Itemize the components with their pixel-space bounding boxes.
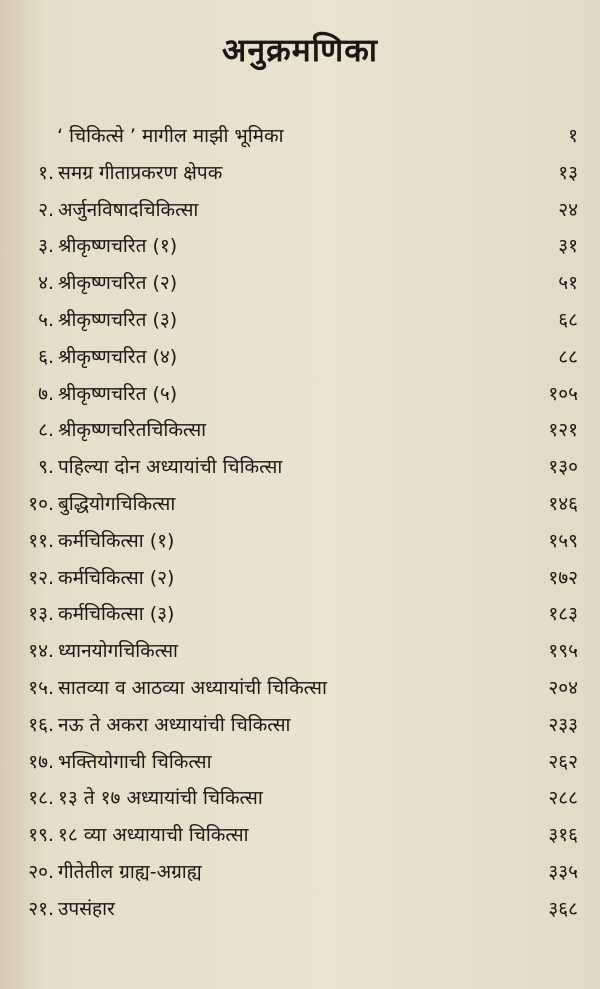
- chapter-number: ९.: [38, 456, 54, 479]
- page-number: १८३: [548, 603, 578, 626]
- chapter-title: श्रीकृष्णचरित (५): [58, 382, 178, 405]
- toc-entry: [0, 854, 600, 891]
- page-number: ६८: [558, 308, 578, 331]
- chapter-title: समग्र गीताप्रकरण क्षेपक: [58, 161, 223, 184]
- toc-entry: [0, 486, 600, 523]
- chapter-title: सातव्या व आठव्या अध्यायांची चिकित्सा: [58, 676, 327, 699]
- toc-entry: [0, 633, 600, 670]
- chapter-title: भक्तियोगाची चिकित्सा: [58, 750, 212, 773]
- chapter-number: २१.: [28, 897, 54, 920]
- page-number: ३३५: [548, 860, 578, 883]
- toc-entry: [0, 707, 600, 744]
- chapter-number: ३.: [38, 235, 54, 258]
- chapter-number: २.: [38, 198, 54, 221]
- page-number: २४: [558, 198, 578, 221]
- toc-entry: [0, 780, 600, 817]
- toc-entry: [0, 560, 600, 597]
- toc-entry: [0, 449, 600, 486]
- page-number: ८८: [558, 345, 578, 368]
- toc-entry: [0, 155, 600, 192]
- page-number: २८८: [548, 787, 578, 810]
- toc-entry: [0, 118, 600, 155]
- page-number: ३१६: [548, 824, 578, 847]
- page-number: १४६: [548, 492, 578, 515]
- toc-entry: [0, 891, 600, 928]
- chapter-title: अर्जुनविषादचिकित्सा: [58, 198, 199, 221]
- toc-entry: [0, 265, 600, 302]
- chapter-number: १६.: [28, 713, 54, 736]
- page-number: २०४: [548, 676, 578, 699]
- chapter-title: बुद्धियोगचिकित्सा: [58, 492, 176, 515]
- chapter-title: श्रीकृष्णचरित (२): [58, 272, 178, 295]
- page-number: १५९: [548, 529, 578, 552]
- chapter-number: १०.: [28, 492, 54, 515]
- chapter-title: १८ व्या अध्यायाची चिकित्सा: [58, 824, 249, 847]
- toc-entry: [0, 412, 600, 449]
- chapter-number: १७.: [28, 750, 54, 773]
- page-number: १३: [558, 161, 578, 184]
- chapter-title: कर्मचिकित्सा (१): [58, 529, 175, 552]
- page-number: ३१: [558, 235, 578, 258]
- chapter-title: गीतेतील ग्राह्य-अग्राह्य: [58, 860, 202, 883]
- toc-entry: [0, 670, 600, 707]
- chapter-number: ४.: [38, 272, 54, 295]
- chapter-number: १.: [38, 161, 54, 184]
- toc-entry: [0, 339, 600, 376]
- chapter-number: १२.: [28, 566, 54, 589]
- chapter-number: १५.: [28, 676, 54, 699]
- page-number: २६२: [548, 750, 578, 773]
- chapter-number: ६.: [38, 345, 54, 368]
- chapter-title: १३ ते १७ अध्यायांची चिकित्सा: [58, 787, 263, 810]
- chapter-title: पहिल्या दोन अध्यायांची चिकित्सा: [58, 456, 283, 479]
- page-number: ५१: [558, 272, 578, 295]
- table-of-contents: [0, 118, 600, 928]
- page-number: १३०: [548, 456, 578, 479]
- chapter-number: १३.: [28, 603, 54, 626]
- chapter-title: ध्यानयोगचिकित्सा: [58, 640, 178, 663]
- toc-entry: [0, 523, 600, 560]
- chapter-title: नऊ ते अकरा अध्यायांची चिकित्सा: [58, 713, 291, 736]
- page-number: १२१: [548, 419, 578, 442]
- chapter-number: ११.: [28, 529, 54, 552]
- page-number: २३३: [548, 713, 578, 736]
- chapter-number: १८.: [28, 787, 54, 810]
- page-number: १९५: [548, 640, 578, 663]
- page-title: अनुक्रमणिका: [221, 31, 379, 69]
- chapter-number: ५.: [38, 308, 54, 331]
- page-number: १०५: [548, 382, 578, 405]
- chapter-title: कर्मचिकित्सा (२): [58, 566, 175, 589]
- page-number: १: [568, 125, 578, 147]
- chapter-number: १४.: [28, 640, 54, 663]
- toc-entry: [0, 376, 600, 413]
- chapter-number: २०.: [28, 860, 54, 883]
- chapter-title: ‘ चिकित्से ’ मागील माझी भूमिका: [57, 125, 284, 147]
- chapter-title: उपसंहार: [58, 897, 115, 920]
- toc-entry: [0, 192, 600, 229]
- chapter-title: श्रीकृष्णचरित (१): [58, 235, 178, 258]
- toc-entry: [0, 228, 600, 265]
- chapter-number: ७.: [38, 382, 54, 405]
- chapter-title: श्रीकृष्णचरितचिकित्सा: [58, 419, 207, 442]
- chapter-number: ८.: [38, 419, 54, 442]
- chapter-number: १९.: [28, 824, 54, 847]
- toc-entry: [0, 302, 600, 339]
- page-number: १७२: [548, 566, 578, 589]
- page-number: ३६८: [548, 897, 578, 920]
- chapter-title: श्रीकृष्णचरित (३): [58, 308, 178, 331]
- chapter-title: श्रीकृष्णचरित (४): [58, 345, 178, 368]
- toc-entry: [0, 817, 600, 854]
- toc-entry: [0, 744, 600, 781]
- toc-entry: [0, 596, 600, 633]
- chapter-title: कर्मचिकित्सा (३): [58, 603, 175, 626]
